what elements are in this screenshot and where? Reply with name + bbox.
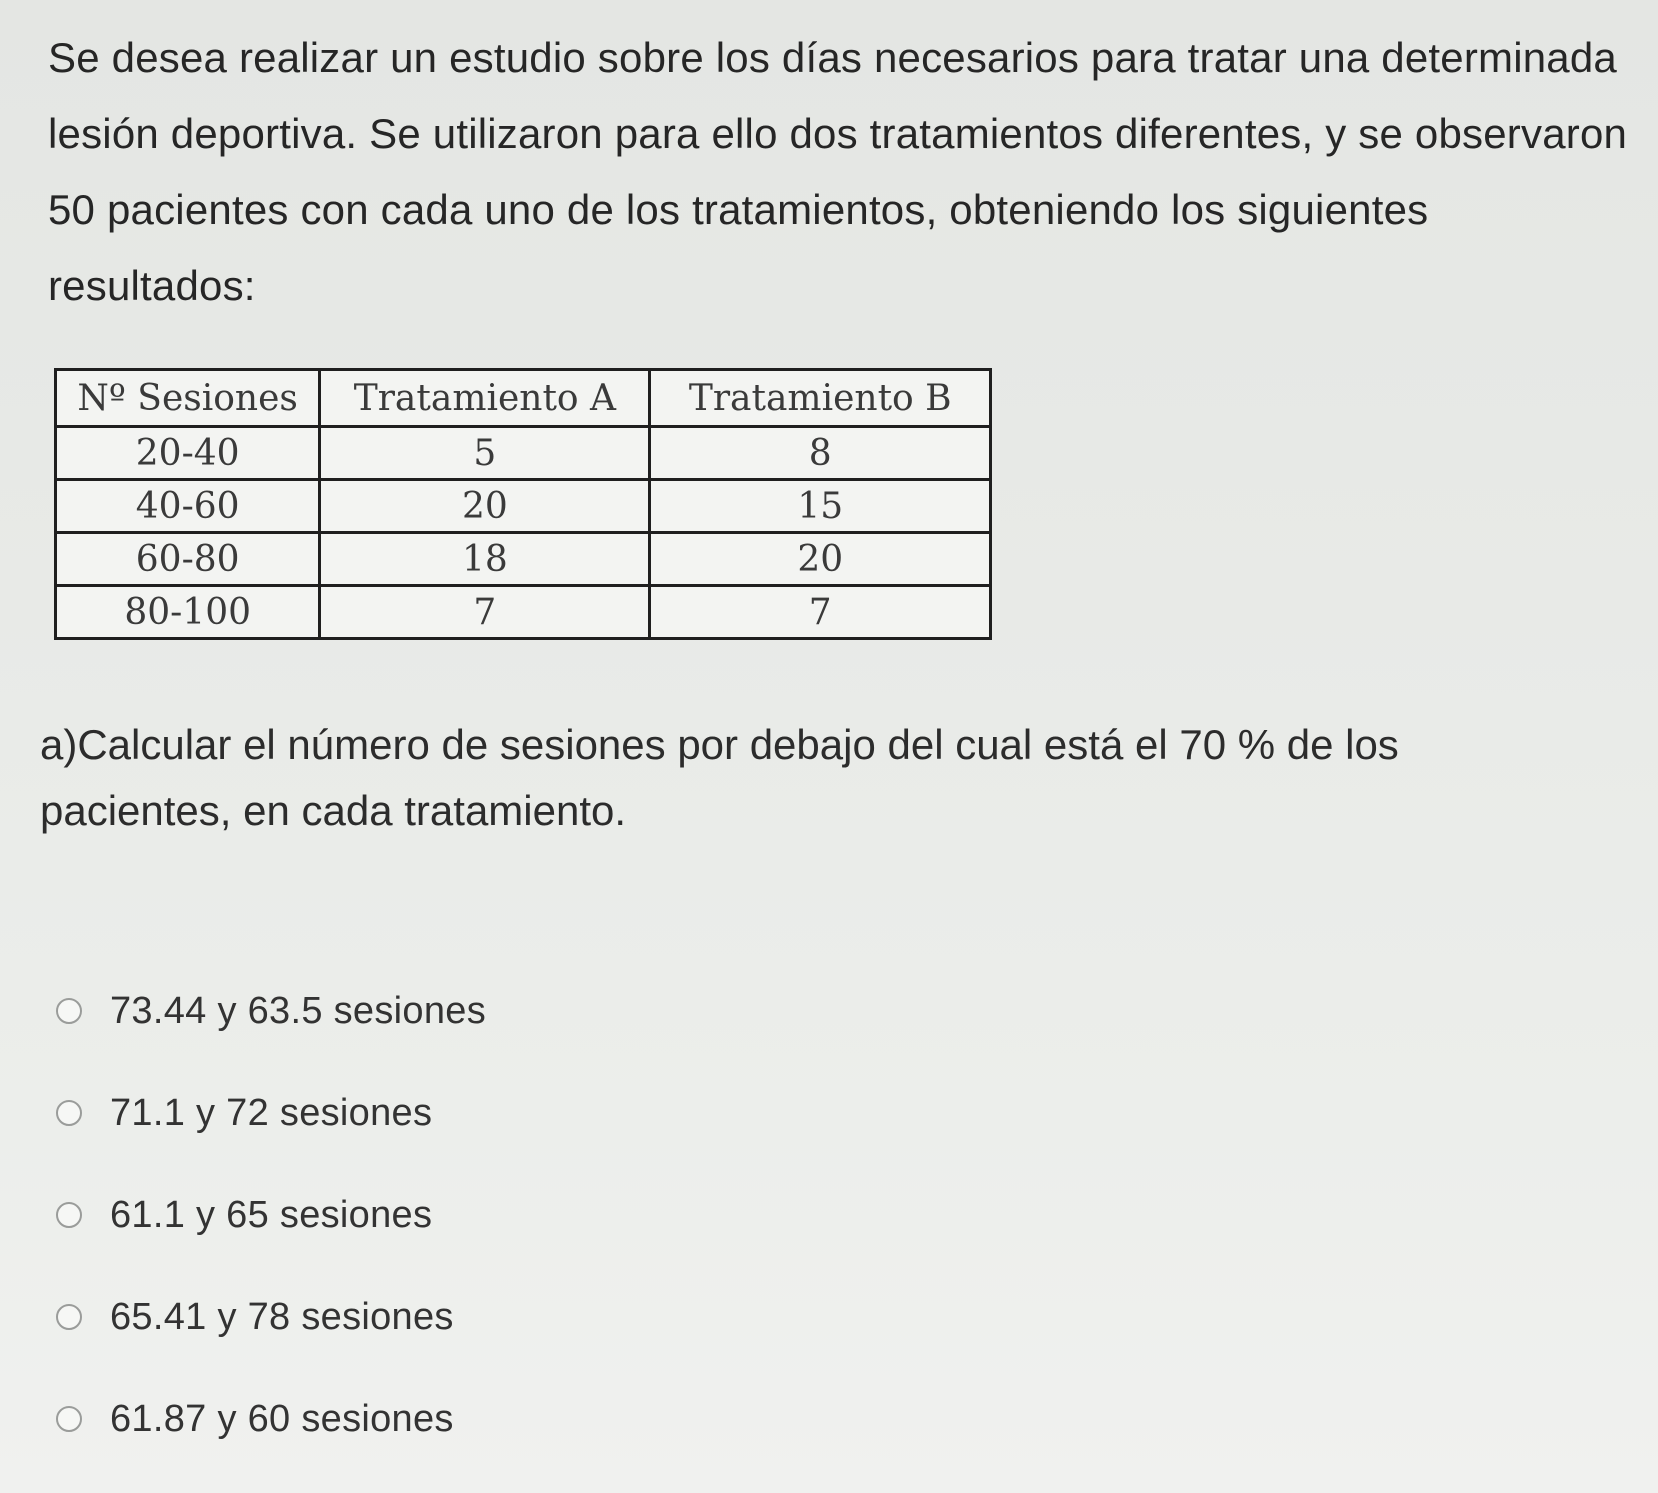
cell-treatment-a: 5	[320, 427, 650, 480]
header-sessions: Nº Sesiones	[56, 370, 320, 427]
answer-option-label[interactable]: 71.1 y 72 sesiones	[110, 1091, 433, 1134]
cell-sessions: 20-40	[56, 427, 320, 480]
radio-button-icon[interactable]	[56, 1202, 82, 1228]
table-row	[56, 427, 991, 480]
cell-treatment-b: 15	[650, 480, 991, 533]
cell-treatment-b: 20	[650, 533, 991, 586]
answer-option-4[interactable]	[48, 1266, 948, 1368]
cell-treatment-b: 7	[650, 586, 991, 639]
table-row	[56, 586, 991, 639]
cell-treatment-a: 7	[320, 586, 650, 639]
answer-option-label[interactable]: 73.44 y 63.5 sesiones	[110, 989, 487, 1032]
answer-option-1[interactable]	[48, 960, 948, 1062]
frequency-table	[54, 368, 992, 640]
cell-treatment-a: 18	[320, 533, 650, 586]
radio-button-icon[interactable]	[56, 1100, 82, 1126]
question-text: a)Calcular el número de sesiones por debajo del cual está el 70 % de los pacientes, en cada tratamiento.	[40, 721, 1399, 834]
table-row	[56, 480, 991, 533]
table-row	[56, 533, 991, 586]
answer-option-5[interactable]	[48, 1368, 948, 1470]
answer-option-2[interactable]	[48, 1062, 948, 1164]
problem-statement: Se desea realizar un estudio sobre los días necesarios para tratar una determinada lesión deportiva. Se utilizaron para ello dos tratamientos diferentes, y se observaron 50 pacientes con cada uno de los tratamientos, obteniendo los siguientes resultados:	[48, 34, 1628, 309]
cell-treatment-b: 8	[650, 427, 991, 480]
radio-button-icon[interactable]	[56, 1304, 82, 1330]
radio-button-icon[interactable]	[56, 998, 82, 1024]
cell-sessions: 60-80	[56, 533, 320, 586]
answer-options	[48, 960, 948, 1470]
answer-option-label[interactable]: 61.87 y 60 sesiones	[110, 1397, 454, 1440]
header-treatment-a: Tratamiento A	[320, 370, 650, 427]
cell-sessions: 80-100	[56, 586, 320, 639]
answer-option-label[interactable]: 61.1 y 65 sesiones	[110, 1193, 433, 1236]
cell-treatment-a: 20	[320, 480, 650, 533]
answer-option-label[interactable]: 65.41 y 78 sesiones	[110, 1295, 454, 1338]
answer-option-3[interactable]	[48, 1164, 948, 1266]
radio-button-icon[interactable]	[56, 1406, 82, 1432]
header-treatment-b: Tratamiento B	[650, 370, 991, 427]
table-header-row	[56, 370, 991, 427]
cell-sessions: 40-60	[56, 480, 320, 533]
